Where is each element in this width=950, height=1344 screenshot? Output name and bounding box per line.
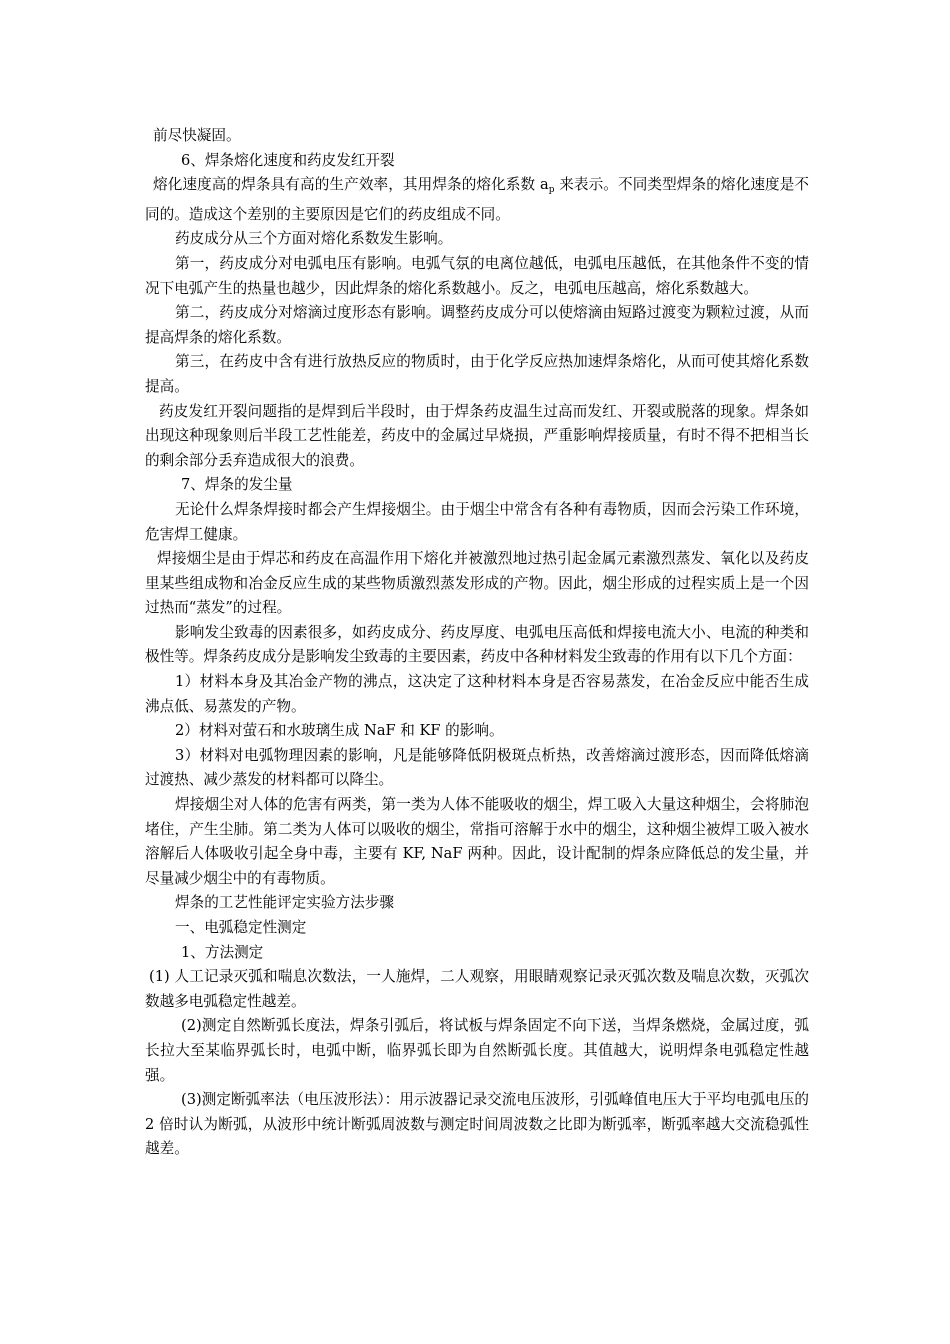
section-heading: 焊条的工艺性能评定实验方法步骤 — [175, 894, 394, 912]
document-body — [145, 124, 809, 1162]
section-heading: 1、方法测定 — [181, 943, 264, 961]
list-item: (2)测定自然断弧长度法，焊条引弧后，将试板与焊条固定不向下送，当焊条燃烧，金属过度，弧长拉大至某临界弧长时，电弧中断，临界弧长即为自然断弧长度。其值越大，说明焊条电弧稳定性越强。 — [145, 1017, 809, 1084]
paragraph: 焊接烟尘对人体的危害有两类，第一类为人体不能吸收的烟尘，焊工吸入大量这种烟尘，会将肺泡堵住，产生尘肺。第二类为人体可以吸收的烟尘，常指可溶解于水中的烟尘，这种烟尘被焊工吸入被水溶解后人体吸收引起全身中毒，主要有 KF, NaF 两种。因此，设计配制的焊条应降低总的发尘量，并尽量减少烟尘中的有毒物质。 — [145, 796, 809, 887]
paragraph: 影响发尘致毒的因素很多，如药皮成分、药皮厚度、电弧电压高低和焊接电流大小、电流的种类和极性等。焊条药皮成分是影响发尘致毒的主要因素，药皮中各种材料发尘致毒的作用有以下几个方面： — [145, 623, 809, 666]
section-heading: 7、焊条的发尘量 — [181, 476, 293, 494]
list-item: (1) 人工记录灭弧和喘息次数法，一人施焊，二人观察，用眼睛观察记录灭弧次数及喘息次数，灭弧次数越多电弧稳定性越差。 — [145, 968, 809, 1010]
paragraph: 第一，药皮成分对电弧电压有影响。电弧气氛的电离位越低，电弧电压越低，在其他条件不变的情况下电弧产生的热量也越少，因此焊条的熔化系数越小。反之，电弧电压越高，熔化系数越大。 — [145, 254, 809, 297]
paragraph: 焊接烟尘是由于焊芯和药皮在高温作用下熔化并被激烈地过热引起金属元素激烈蒸发、氧化以及药皮里某些组成物和冶金反应生成的某些物质激烈蒸发形成的产物。因此，烟尘形成的过程实质上是一个因过热而“蒸发”的过程。 — [145, 550, 809, 617]
paragraph: 熔化速度高的焊条具有高的生产效率，其用焊条的熔化系数 $a_p$ 来表示。不同类型焊条的熔化速度是不同的。造成这个差别的主要原因是它们的药皮组成不同。 — [145, 176, 810, 223]
section-heading: 6、焊条熔化速度和药皮发红开裂 — [181, 151, 395, 169]
paragraph: 第二，药皮成分对熔滴过度形态有影响。调整药皮成分可以使熔滴由短路过渡变为颗粒过渡，从而提高焊条的熔化系数。 — [145, 304, 809, 346]
list-item: 1）材料本身及其冶金产物的沸点，这决定了这种材料本身是否容易蒸发，在冶金反应中能否生成沸点低、易蒸发的产物。 — [145, 673, 809, 715]
section-heading: 一、电弧稳定性测定 — [175, 919, 307, 936]
paragraph: 前尽快凝固。 — [153, 127, 241, 144]
list-item: (3)测定断弧率法（电压波形法）：用示波器记录交流电压波形，引弧峰值电压大于平均电弧电压的 2 倍时认为断弧，从波形中统计断弧周波数与测定时间周波数之比即为断弧率，断弧率越大交流稳弧性越差。 — [145, 1091, 809, 1158]
paragraph: 无论什么焊条焊接时都会产生焊接烟尘。由于烟尘中常含有各种有毒物质，因而会污染工作环境，危害焊工健康。 — [145, 500, 809, 543]
paragraph: 第三，在药皮中含有进行放热反应的物质时，由于化学反应热加速焊条熔化，从而可使其熔化系数提高。 — [145, 353, 809, 395]
list-item: 2）材料对萤石和水玻璃生成 NaF 和 KF 的影响。 — [175, 722, 504, 740]
list-item: 3）材料对电弧物理因素的影响，凡是能够降低阴极斑点析热，改善熔滴过渡形态，因而降低熔滴过渡热、减少蒸发的材料都可以降尘。 — [145, 746, 809, 789]
paragraph: 药皮成分从三个方面对熔化系数发生影响。 — [175, 230, 453, 248]
paragraph: 药皮发红开裂问题指的是焊到后半段时，由于焊条药皮温生过高而发红、开裂或脱落的现象。焊条如出现这种现象则后半段工艺性能差，药皮中的金属过早烧损，严重影响焊接质量，有时不得不把相当长的剩余部分丢弃造成很大的浪费。 — [145, 402, 809, 469]
